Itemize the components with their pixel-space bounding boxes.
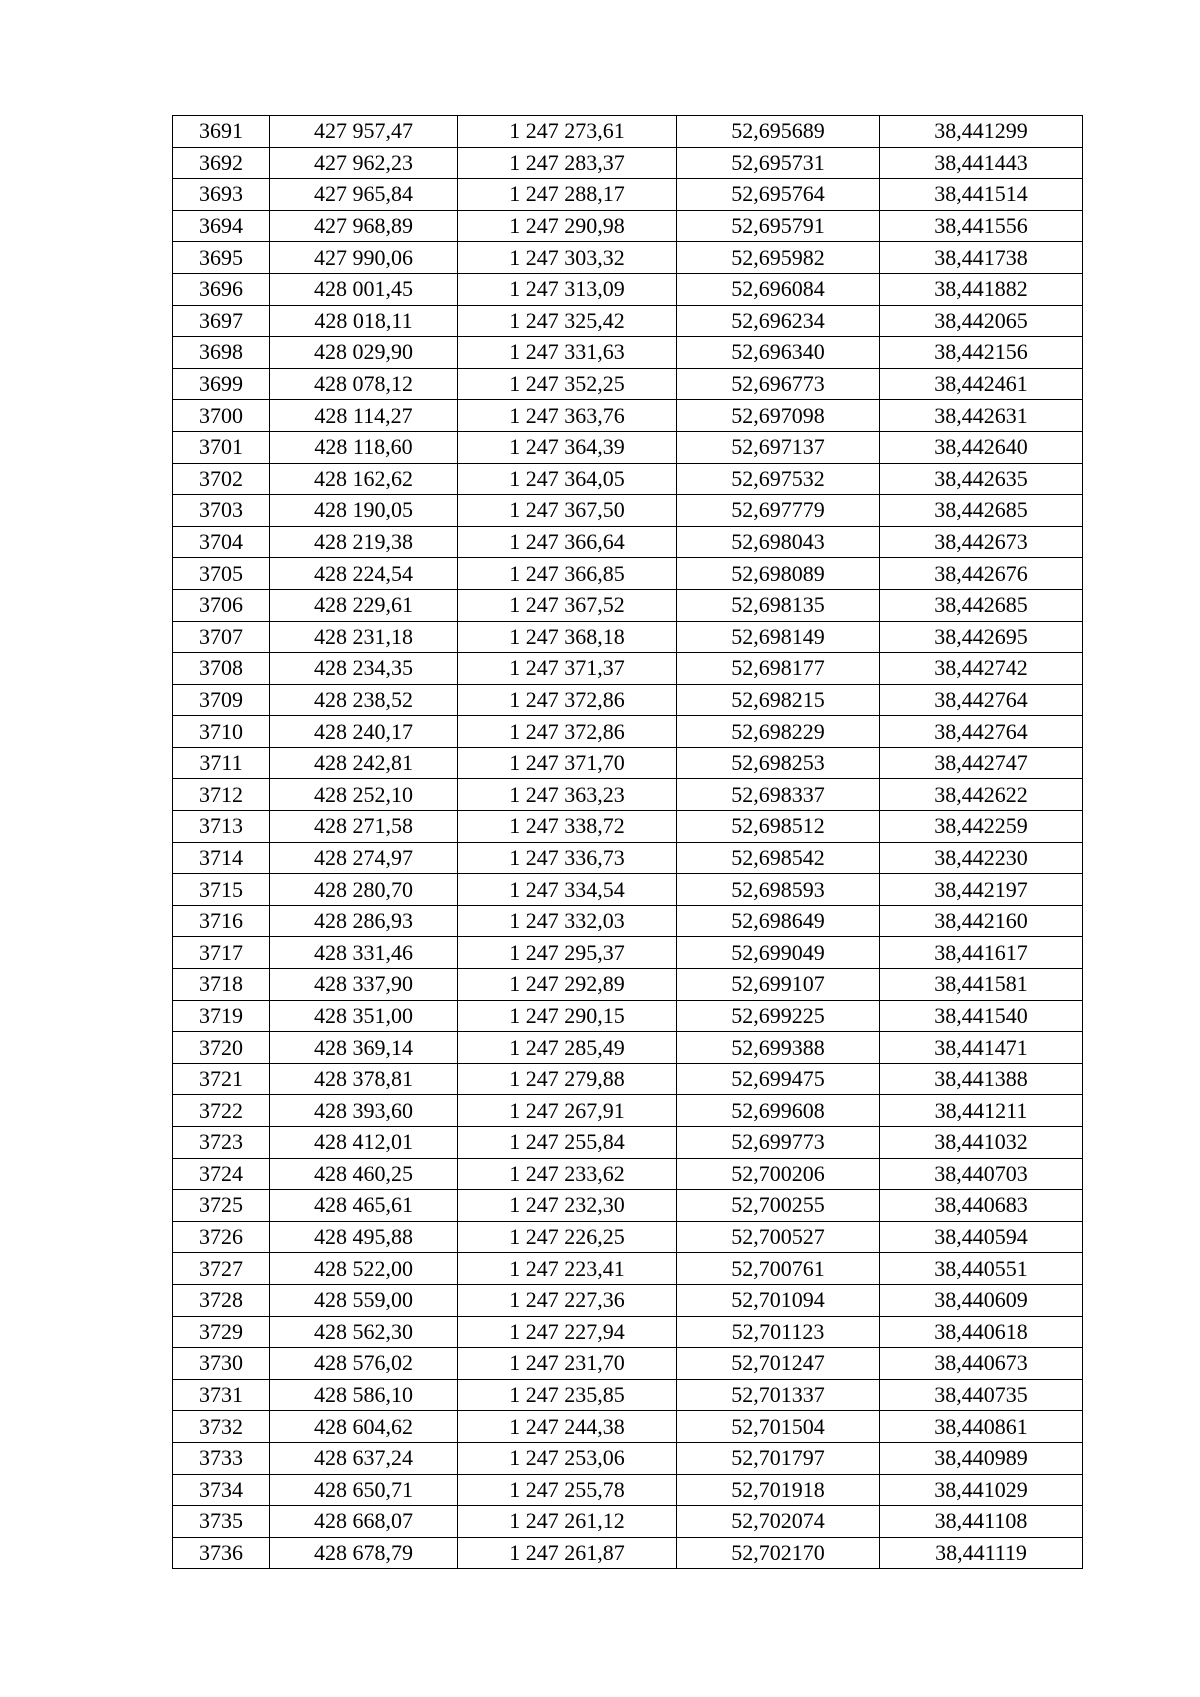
table-row [173,1127,1083,1159]
x-coordinate-cell: 428 522,00 [270,1253,458,1285]
x-coordinate-cell: 428 650,71 [270,1474,458,1506]
x-coordinate-cell: 428 412,01 [270,1127,458,1159]
point-number-cell: 3707 [173,621,270,653]
y-coordinate-cell: 1 247 303,32 [458,242,677,274]
y-coordinate-cell: 1 247 366,85 [458,558,677,590]
y-coordinate-cell: 1 247 325,42 [458,305,677,337]
point-number-cell: 3730 [173,1348,270,1380]
y-coordinate-cell: 1 247 363,23 [458,779,677,811]
x-coordinate-cell: 428 465,61 [270,1190,458,1222]
point-number-cell: 3725 [173,1190,270,1222]
table-row [173,116,1083,148]
y-coordinate-cell: 1 247 338,72 [458,811,677,843]
table-row [173,1442,1083,1474]
longitude-cell: 38,441738 [880,242,1083,274]
point-number-cell: 3731 [173,1379,270,1411]
y-coordinate-cell: 1 247 367,52 [458,589,677,621]
table-row [173,716,1083,748]
x-coordinate-cell: 428 378,81 [270,1063,458,1095]
longitude-cell: 38,442065 [880,305,1083,337]
longitude-cell: 38,440594 [880,1221,1083,1253]
latitude-cell: 52,696234 [677,305,880,337]
x-coordinate-cell: 428 219,38 [270,526,458,558]
point-number-cell: 3702 [173,463,270,495]
table-row [173,526,1083,558]
y-coordinate-cell: 1 247 371,37 [458,653,677,685]
point-number-cell: 3732 [173,1411,270,1443]
latitude-cell: 52,695764 [677,179,880,211]
table-row [173,1316,1083,1348]
y-coordinate-cell: 1 247 336,73 [458,842,677,874]
x-coordinate-cell: 428 576,02 [270,1348,458,1380]
x-coordinate-cell: 428 668,07 [270,1506,458,1538]
table-row [173,147,1083,179]
longitude-cell: 38,440735 [880,1379,1083,1411]
x-coordinate-cell: 428 559,00 [270,1284,458,1316]
longitude-cell: 38,441388 [880,1063,1083,1095]
longitude-cell: 38,442461 [880,368,1083,400]
table-row [173,1190,1083,1222]
longitude-cell: 38,442230 [880,842,1083,874]
y-coordinate-cell: 1 247 366,64 [458,526,677,558]
point-number-cell: 3696 [173,273,270,305]
longitude-cell: 38,441514 [880,179,1083,211]
y-coordinate-cell: 1 247 371,70 [458,747,677,779]
longitude-cell: 38,442673 [880,526,1083,558]
point-number-cell: 3698 [173,337,270,369]
y-coordinate-cell: 1 247 273,61 [458,116,677,148]
latitude-cell: 52,698229 [677,716,880,748]
point-number-cell: 3733 [173,1442,270,1474]
x-coordinate-cell: 428 331,46 [270,937,458,969]
longitude-cell: 38,441119 [880,1537,1083,1569]
latitude-cell: 52,699225 [677,1000,880,1032]
y-coordinate-cell: 1 247 226,25 [458,1221,677,1253]
table-row [173,842,1083,874]
longitude-cell: 38,440673 [880,1348,1083,1380]
longitude-cell: 38,442622 [880,779,1083,811]
latitude-cell: 52,697779 [677,495,880,527]
x-coordinate-cell: 428 029,90 [270,337,458,369]
latitude-cell: 52,701504 [677,1411,880,1443]
y-coordinate-cell: 1 247 352,25 [458,368,677,400]
table-row [173,463,1083,495]
point-number-cell: 3722 [173,1095,270,1127]
y-coordinate-cell: 1 247 334,54 [458,874,677,906]
longitude-cell: 38,442685 [880,589,1083,621]
point-number-cell: 3718 [173,969,270,1001]
x-coordinate-cell: 428 369,14 [270,1032,458,1064]
latitude-cell: 52,701797 [677,1442,880,1474]
point-number-cell: 3704 [173,526,270,558]
table-row [173,1253,1083,1285]
latitude-cell: 52,701247 [677,1348,880,1380]
y-coordinate-cell: 1 247 372,86 [458,684,677,716]
y-coordinate-cell: 1 247 227,36 [458,1284,677,1316]
x-coordinate-cell: 427 962,23 [270,147,458,179]
table-row [173,1221,1083,1253]
x-coordinate-cell: 428 114,27 [270,400,458,432]
point-number-cell: 3713 [173,811,270,843]
point-number-cell: 3700 [173,400,270,432]
latitude-cell: 52,698177 [677,653,880,685]
point-number-cell: 3693 [173,179,270,211]
longitude-cell: 38,442742 [880,653,1083,685]
latitude-cell: 52,700527 [677,1221,880,1253]
longitude-cell: 38,441443 [880,147,1083,179]
point-number-cell: 3723 [173,1127,270,1159]
x-coordinate-cell: 428 078,12 [270,368,458,400]
longitude-cell: 38,442764 [880,716,1083,748]
table-row [173,1537,1083,1569]
y-coordinate-cell: 1 247 261,87 [458,1537,677,1569]
x-coordinate-cell: 428 229,61 [270,589,458,621]
point-number-cell: 3703 [173,495,270,527]
longitude-cell: 38,442685 [880,495,1083,527]
table-row [173,431,1083,463]
point-number-cell: 3719 [173,1000,270,1032]
latitude-cell: 52,698253 [677,747,880,779]
latitude-cell: 52,697098 [677,400,880,432]
y-coordinate-cell: 1 247 235,85 [458,1379,677,1411]
latitude-cell: 52,697137 [677,431,880,463]
point-number-cell: 3726 [173,1221,270,1253]
y-coordinate-cell: 1 247 364,39 [458,431,677,463]
latitude-cell: 52,696773 [677,368,880,400]
x-coordinate-cell: 428 162,62 [270,463,458,495]
point-number-cell: 3706 [173,589,270,621]
table-row [173,621,1083,653]
table-row [173,1284,1083,1316]
x-coordinate-cell: 428 286,93 [270,905,458,937]
latitude-cell: 52,701337 [677,1379,880,1411]
longitude-cell: 38,441032 [880,1127,1083,1159]
table-row [173,969,1083,1001]
latitude-cell: 52,699107 [677,969,880,1001]
y-coordinate-cell: 1 247 253,06 [458,1442,677,1474]
table-row [173,558,1083,590]
point-number-cell: 3728 [173,1284,270,1316]
point-number-cell: 3694 [173,210,270,242]
point-number-cell: 3721 [173,1063,270,1095]
table-row [173,1506,1083,1538]
coordinates-table-body [173,116,1083,1569]
latitude-cell: 52,698512 [677,811,880,843]
x-coordinate-cell: 428 118,60 [270,431,458,463]
y-coordinate-cell: 1 247 261,12 [458,1506,677,1538]
x-coordinate-cell: 428 280,70 [270,874,458,906]
table-row [173,905,1083,937]
longitude-cell: 38,440618 [880,1316,1083,1348]
y-coordinate-cell: 1 247 255,84 [458,1127,677,1159]
table-row [173,1063,1083,1095]
longitude-cell: 38,442695 [880,621,1083,653]
y-coordinate-cell: 1 247 368,18 [458,621,677,653]
latitude-cell: 52,699475 [677,1063,880,1095]
x-coordinate-cell: 428 001,45 [270,273,458,305]
y-coordinate-cell: 1 247 255,78 [458,1474,677,1506]
point-number-cell: 3699 [173,368,270,400]
point-number-cell: 3692 [173,147,270,179]
point-number-cell: 3697 [173,305,270,337]
latitude-cell: 52,700255 [677,1190,880,1222]
x-coordinate-cell: 428 252,10 [270,779,458,811]
x-coordinate-cell: 427 965,84 [270,179,458,211]
y-coordinate-cell: 1 247 332,03 [458,905,677,937]
latitude-cell: 52,698337 [677,779,880,811]
latitude-cell: 52,700761 [677,1253,880,1285]
latitude-cell: 52,698135 [677,589,880,621]
table-row [173,1474,1083,1506]
longitude-cell: 38,440609 [880,1284,1083,1316]
latitude-cell: 52,700206 [677,1158,880,1190]
latitude-cell: 52,698215 [677,684,880,716]
y-coordinate-cell: 1 247 233,62 [458,1158,677,1190]
y-coordinate-cell: 1 247 244,38 [458,1411,677,1443]
longitude-cell: 38,442676 [880,558,1083,590]
latitude-cell: 52,699049 [677,937,880,969]
longitude-cell: 38,441471 [880,1032,1083,1064]
table-row [173,210,1083,242]
latitude-cell: 52,696084 [677,273,880,305]
longitude-cell: 38,441617 [880,937,1083,969]
table-row [173,684,1083,716]
longitude-cell: 38,441581 [880,969,1083,1001]
longitude-cell: 38,441540 [880,1000,1083,1032]
y-coordinate-cell: 1 247 232,30 [458,1190,677,1222]
table-row [173,242,1083,274]
latitude-cell: 52,698089 [677,558,880,590]
point-number-cell: 3701 [173,431,270,463]
x-coordinate-cell: 428 678,79 [270,1537,458,1569]
y-coordinate-cell: 1 247 279,88 [458,1063,677,1095]
y-coordinate-cell: 1 247 285,49 [458,1032,677,1064]
latitude-cell: 52,698649 [677,905,880,937]
longitude-cell: 38,441211 [880,1095,1083,1127]
x-coordinate-cell: 428 274,97 [270,842,458,874]
point-number-cell: 3705 [173,558,270,590]
x-coordinate-cell: 427 968,89 [270,210,458,242]
y-coordinate-cell: 1 247 288,17 [458,179,677,211]
table-row [173,273,1083,305]
longitude-cell: 38,442764 [880,684,1083,716]
x-coordinate-cell: 428 018,11 [270,305,458,337]
y-coordinate-cell: 1 247 367,50 [458,495,677,527]
table-row [173,779,1083,811]
longitude-cell: 38,442747 [880,747,1083,779]
y-coordinate-cell: 1 247 223,41 [458,1253,677,1285]
table-row [173,179,1083,211]
latitude-cell: 52,701094 [677,1284,880,1316]
table-row [173,653,1083,685]
longitude-cell: 38,440683 [880,1190,1083,1222]
table-row [173,1379,1083,1411]
latitude-cell: 52,699773 [677,1127,880,1159]
x-coordinate-cell: 428 495,88 [270,1221,458,1253]
y-coordinate-cell: 1 247 292,89 [458,969,677,1001]
x-coordinate-cell: 428 337,90 [270,969,458,1001]
x-coordinate-cell: 428 240,17 [270,716,458,748]
y-coordinate-cell: 1 247 227,94 [458,1316,677,1348]
latitude-cell: 52,699608 [677,1095,880,1127]
y-coordinate-cell: 1 247 364,05 [458,463,677,495]
latitude-cell: 52,696340 [677,337,880,369]
y-coordinate-cell: 1 247 283,37 [458,147,677,179]
point-number-cell: 3720 [173,1032,270,1064]
latitude-cell: 52,699388 [677,1032,880,1064]
table-row [173,1095,1083,1127]
table-row [173,747,1083,779]
latitude-cell: 52,698542 [677,842,880,874]
longitude-cell: 38,441882 [880,273,1083,305]
longitude-cell: 38,441029 [880,1474,1083,1506]
table-row [173,337,1083,369]
x-coordinate-cell: 428 238,52 [270,684,458,716]
table-row [173,495,1083,527]
longitude-cell: 38,442160 [880,905,1083,937]
longitude-cell: 38,441299 [880,116,1083,148]
latitude-cell: 52,695791 [677,210,880,242]
point-number-cell: 3708 [173,653,270,685]
longitude-cell: 38,440989 [880,1442,1083,1474]
latitude-cell: 52,701918 [677,1474,880,1506]
x-coordinate-cell: 427 990,06 [270,242,458,274]
table-row [173,1348,1083,1380]
table-row [173,1032,1083,1064]
x-coordinate-cell: 428 562,30 [270,1316,458,1348]
x-coordinate-cell: 428 190,05 [270,495,458,527]
latitude-cell: 52,698149 [677,621,880,653]
x-coordinate-cell: 428 242,81 [270,747,458,779]
table-row [173,589,1083,621]
point-number-cell: 3710 [173,716,270,748]
x-coordinate-cell: 428 224,54 [270,558,458,590]
longitude-cell: 38,440703 [880,1158,1083,1190]
point-number-cell: 3724 [173,1158,270,1190]
latitude-cell: 52,697532 [677,463,880,495]
point-number-cell: 3729 [173,1316,270,1348]
point-number-cell: 3714 [173,842,270,874]
x-coordinate-cell: 428 604,62 [270,1411,458,1443]
x-coordinate-cell: 428 234,35 [270,653,458,685]
point-number-cell: 3717 [173,937,270,969]
y-coordinate-cell: 1 247 267,91 [458,1095,677,1127]
coordinates-table [172,115,1083,1569]
latitude-cell: 52,701123 [677,1316,880,1348]
point-number-cell: 3712 [173,779,270,811]
table-row [173,1411,1083,1443]
point-number-cell: 3727 [173,1253,270,1285]
longitude-cell: 38,441108 [880,1506,1083,1538]
longitude-cell: 38,442197 [880,874,1083,906]
latitude-cell: 52,695982 [677,242,880,274]
point-number-cell: 3735 [173,1506,270,1538]
y-coordinate-cell: 1 247 363,76 [458,400,677,432]
longitude-cell: 38,442631 [880,400,1083,432]
longitude-cell: 38,442259 [880,811,1083,843]
longitude-cell: 38,441556 [880,210,1083,242]
point-number-cell: 3736 [173,1537,270,1569]
longitude-cell: 38,442635 [880,463,1083,495]
point-number-cell: 3715 [173,874,270,906]
table-row [173,1158,1083,1190]
x-coordinate-cell: 428 586,10 [270,1379,458,1411]
longitude-cell: 38,440551 [880,1253,1083,1285]
y-coordinate-cell: 1 247 313,09 [458,273,677,305]
longitude-cell: 38,442640 [880,431,1083,463]
latitude-cell: 52,695689 [677,116,880,148]
y-coordinate-cell: 1 247 295,37 [458,937,677,969]
y-coordinate-cell: 1 247 372,86 [458,716,677,748]
x-coordinate-cell: 428 460,25 [270,1158,458,1190]
latitude-cell: 52,702074 [677,1506,880,1538]
latitude-cell: 52,695731 [677,147,880,179]
x-coordinate-cell: 428 271,58 [270,811,458,843]
table-row [173,874,1083,906]
x-coordinate-cell: 428 393,60 [270,1095,458,1127]
point-number-cell: 3716 [173,905,270,937]
latitude-cell: 52,698043 [677,526,880,558]
longitude-cell: 38,440861 [880,1411,1083,1443]
point-number-cell: 3695 [173,242,270,274]
table-row [173,400,1083,432]
y-coordinate-cell: 1 247 331,63 [458,337,677,369]
x-coordinate-cell: 428 637,24 [270,1442,458,1474]
y-coordinate-cell: 1 247 231,70 [458,1348,677,1380]
table-row [173,937,1083,969]
point-number-cell: 3709 [173,684,270,716]
point-number-cell: 3711 [173,747,270,779]
x-coordinate-cell: 428 351,00 [270,1000,458,1032]
point-number-cell: 3691 [173,116,270,148]
y-coordinate-cell: 1 247 290,15 [458,1000,677,1032]
x-coordinate-cell: 428 231,18 [270,621,458,653]
y-coordinate-cell: 1 247 290,98 [458,210,677,242]
table-row [173,305,1083,337]
point-number-cell: 3734 [173,1474,270,1506]
longitude-cell: 38,442156 [880,337,1083,369]
table-row [173,1000,1083,1032]
table-row [173,368,1083,400]
latitude-cell: 52,702170 [677,1537,880,1569]
x-coordinate-cell: 427 957,47 [270,116,458,148]
latitude-cell: 52,698593 [677,874,880,906]
table-row [173,811,1083,843]
